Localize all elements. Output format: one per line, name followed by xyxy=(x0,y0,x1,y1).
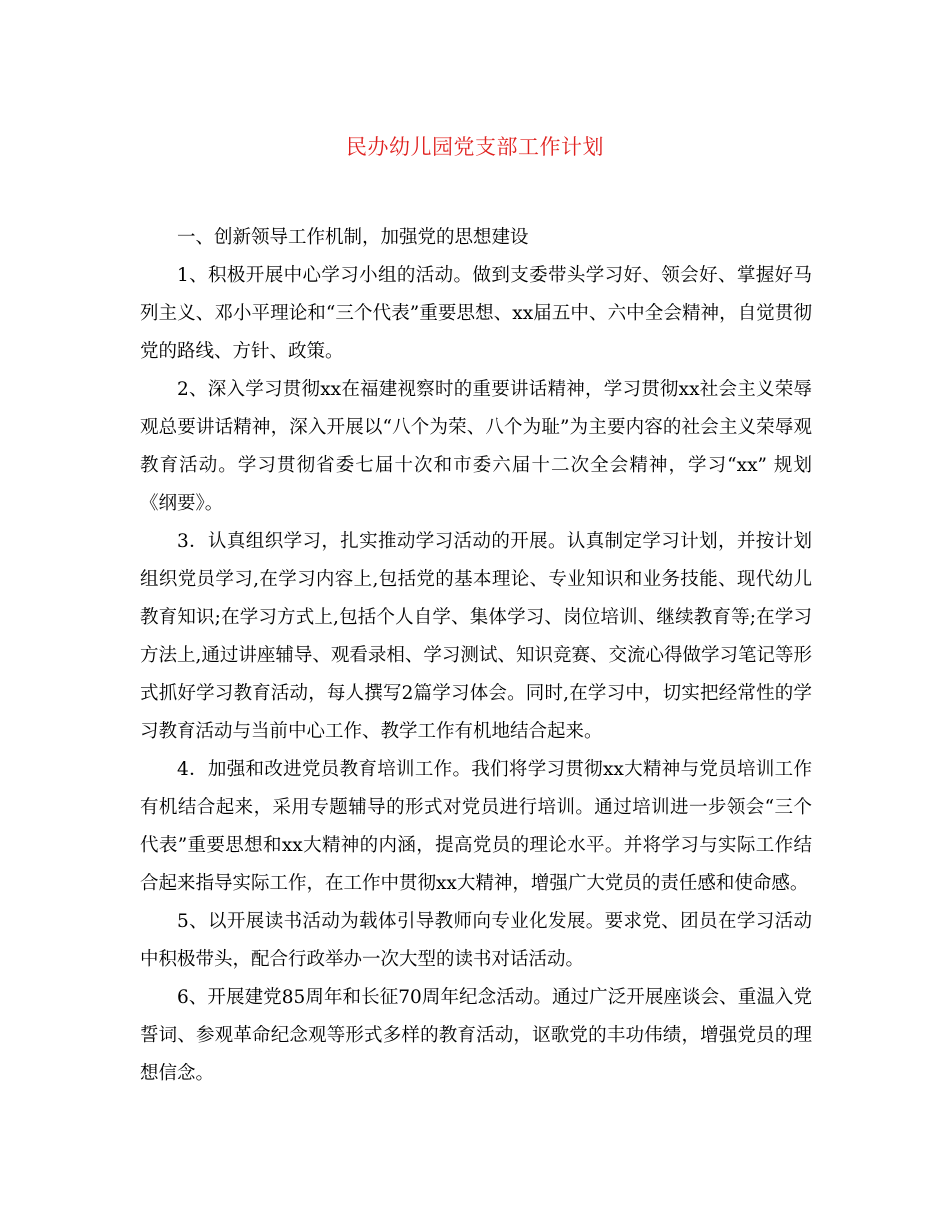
paragraph-item-6: 6、开展建党85周年和长征70周年纪念活动。通过广泛开展座谈会、重温入党誓词、参观革命纪念观等形式多样的教育活动，讴歌党的丰功伟绩，增强党员的理想信念。 xyxy=(140,987,812,1084)
section-heading: 一、创新领导工作机制，加强党的思想建设 xyxy=(177,227,529,248)
paragraph-item-1: 1、积极开展中心学习小组的活动。做到支委带头学习好、领会好、掌握好马列主义、邓小平理论和“三个代表”重要思想、xx届五中、六中全会精神，自觉贯彻党的路线、方针、政策。 xyxy=(140,265,812,362)
paragraph-item-5: 5、以开展读书活动为载体引导教师向专业化发展。要求党、团员在学习活动中积极带头，配合行政举办一次大型的读书对话活动。 xyxy=(140,911,812,970)
document-body xyxy=(140,219,812,1093)
paragraph-item-3: 3．认真组织学习，扎实推动学习活动的开展。认真制定学习计划，并按计划组织党员学习,在学习内容上,包括党的基本理论、专业知识和业务技能、现代幼儿教育知识;在学习方式上,包括个人自学、集体学习、岗位培训、继续教育等;在学习方法上,通过讲座辅导、观看录相、学习测试、知识竞赛、交流心得做学习笔记等形式抓好学习教育活动，每人撰写2篇学习体会。同时,在学习中，切实把经常性的学习教育活动与当前中心工作、教学工作有机地结合起来。 xyxy=(140,531,812,742)
paragraph-item-4: 4．加强和改进党员教育培训工作。我们将学习贯彻xx大精神与党员培训工作有机结合起来，采用专题辅导的形式对党员进行培训。通过培训进一步领会“三个代表”重要思想和xx大精神的内涵，提高党员的理论水平。并将学习与实际工作结合起来指导实际工作，在工作中贯彻xx大精神，增强广大党员的责任感和使命感。 xyxy=(140,759,812,894)
document-title: 民办幼儿园党支部工作计划 xyxy=(346,135,604,159)
paragraph-item-2: 2、深入学习贯彻xx在福建视察时的重要讲话精神，学习贯彻xx社会主义荣辱观总要讲话精神，深入开展以“八个为荣、八个为耻”为主要内容的社会主义荣辱观教育活动。学习贯彻省委七届十次和市委六届十二次全会精神，学习“xx” 规划《纲要》。 xyxy=(140,379,812,514)
